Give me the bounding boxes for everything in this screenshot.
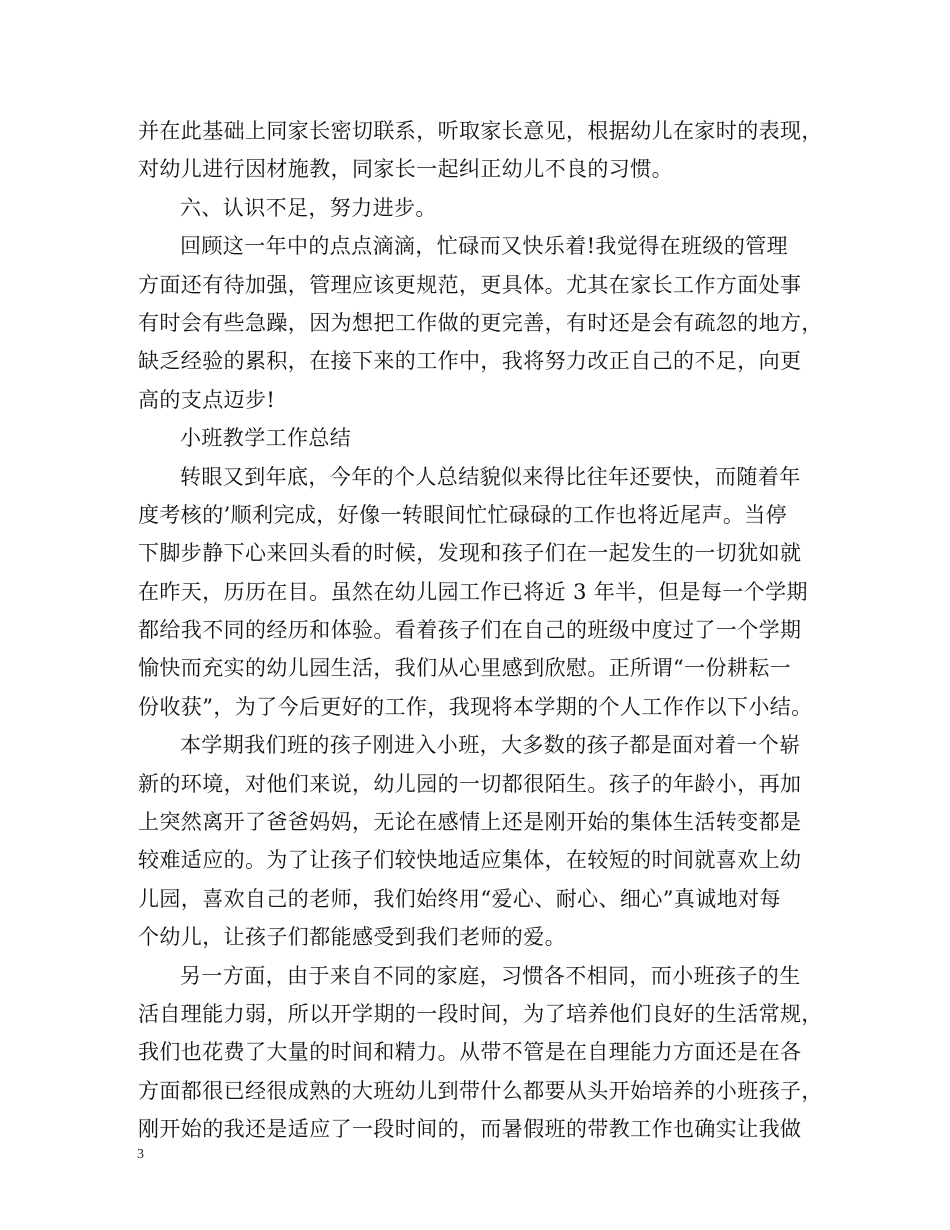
text-line: 对幼儿进行因材施教，同家长一起纠正幼儿不良的习惯。	[138, 157, 673, 182]
text-line: 高的支点迈步!	[138, 387, 276, 412]
text-line: 回顾这一年中的点点滴滴，忙碌而又快乐着!我觉得在班级的管理	[180, 234, 789, 259]
text-line: 六、认识不足，努力进步。	[180, 195, 437, 220]
text-line: 上突然离开了爸爸妈妈，无论在感情上还是刚开始的集体生活转变都是	[138, 810, 802, 835]
text-line: 愉快而充实的幼儿园生活，我们从心里感到欣慰。正所谓“一份耕耘一	[138, 656, 792, 681]
text-line: 方面还有待加强，管理应该更规范，更具体。尤其在家长工作方面处事	[138, 272, 802, 297]
text-line: 本学期我们班的孩子刚进入小班，大多数的孩子都是面对着一个崭	[180, 733, 801, 758]
text-line: 较难适应的。为了让孩子们较快地适应集体，在较短的时间就喜欢上幼	[138, 848, 802, 873]
text-line: 在昨天，历历在目。虽然在幼儿园工作已将近 3 年半，但是每一个学期	[138, 579, 808, 604]
text-line: 个幼儿，让孩子们都能感受到我们老师的爱。	[138, 925, 566, 950]
page-number: 3	[137, 1147, 144, 1162]
text-line: 并在此基础上同家长密切联系，听取家长意见，根据幼儿在家时的表现，	[138, 119, 823, 143]
text-line: 新的环境，对他们来说，幼儿园的一切都很陌生。孩子的年龄小，再加	[138, 771, 802, 796]
text-line: 儿园，喜欢自己的老师，我们始终用“爱心、耐心、细心”真诚地对每	[138, 886, 781, 911]
document-body	[138, 112, 828, 1149]
text-line: 我们也花费了大量的时间和精力。从带不管是在自理能力方面还是在各	[138, 1040, 802, 1065]
text-line: 缺乏经验的累积，在接下来的工作中，我将努力改正自己的不足，向更	[138, 349, 802, 374]
text-line: 另一方面，由于来自不同的家庭，习惯各不相同，而小班孩子的生	[180, 963, 801, 988]
text-line: 份收获”，为了今后更好的工作，我现将本学期的个人工作作以下小结。	[138, 694, 813, 719]
text-line: 活自理能力弱，所以开学期的一段时间，为了培养他们良好的生活常规，	[138, 1001, 823, 1026]
text-line: 方面都很已经很成熟的大班幼儿到带什么都要从头开始培养的小班孩子，	[138, 1078, 823, 1103]
text-line: 有时会有些急躁，因为想把工作做的更完善，有时还是会有疏忽的地方，	[138, 310, 823, 335]
text-line: 刚开始的我还是适应了一段时间的，而暑假班的带教工作也确实让我做	[138, 1117, 802, 1142]
text-line: 都给我不同的经历和体验。看着孩子们在自己的班级中度过了一个学期	[138, 618, 802, 643]
text-line: 小班教学工作总结	[180, 426, 352, 451]
text-line: 下脚步静下心来回头看的时候，发现和孩子们在一起发生的一切犹如就	[138, 541, 802, 566]
text-line: 度考核的’顺利完成，好像一转眼间忙忙碌碌的工作也将近尾声。当停	[138, 502, 788, 527]
text-line: 转眼又到年底，今年的个人总结貌似来得比往年还要快，而随着年	[180, 464, 801, 489]
